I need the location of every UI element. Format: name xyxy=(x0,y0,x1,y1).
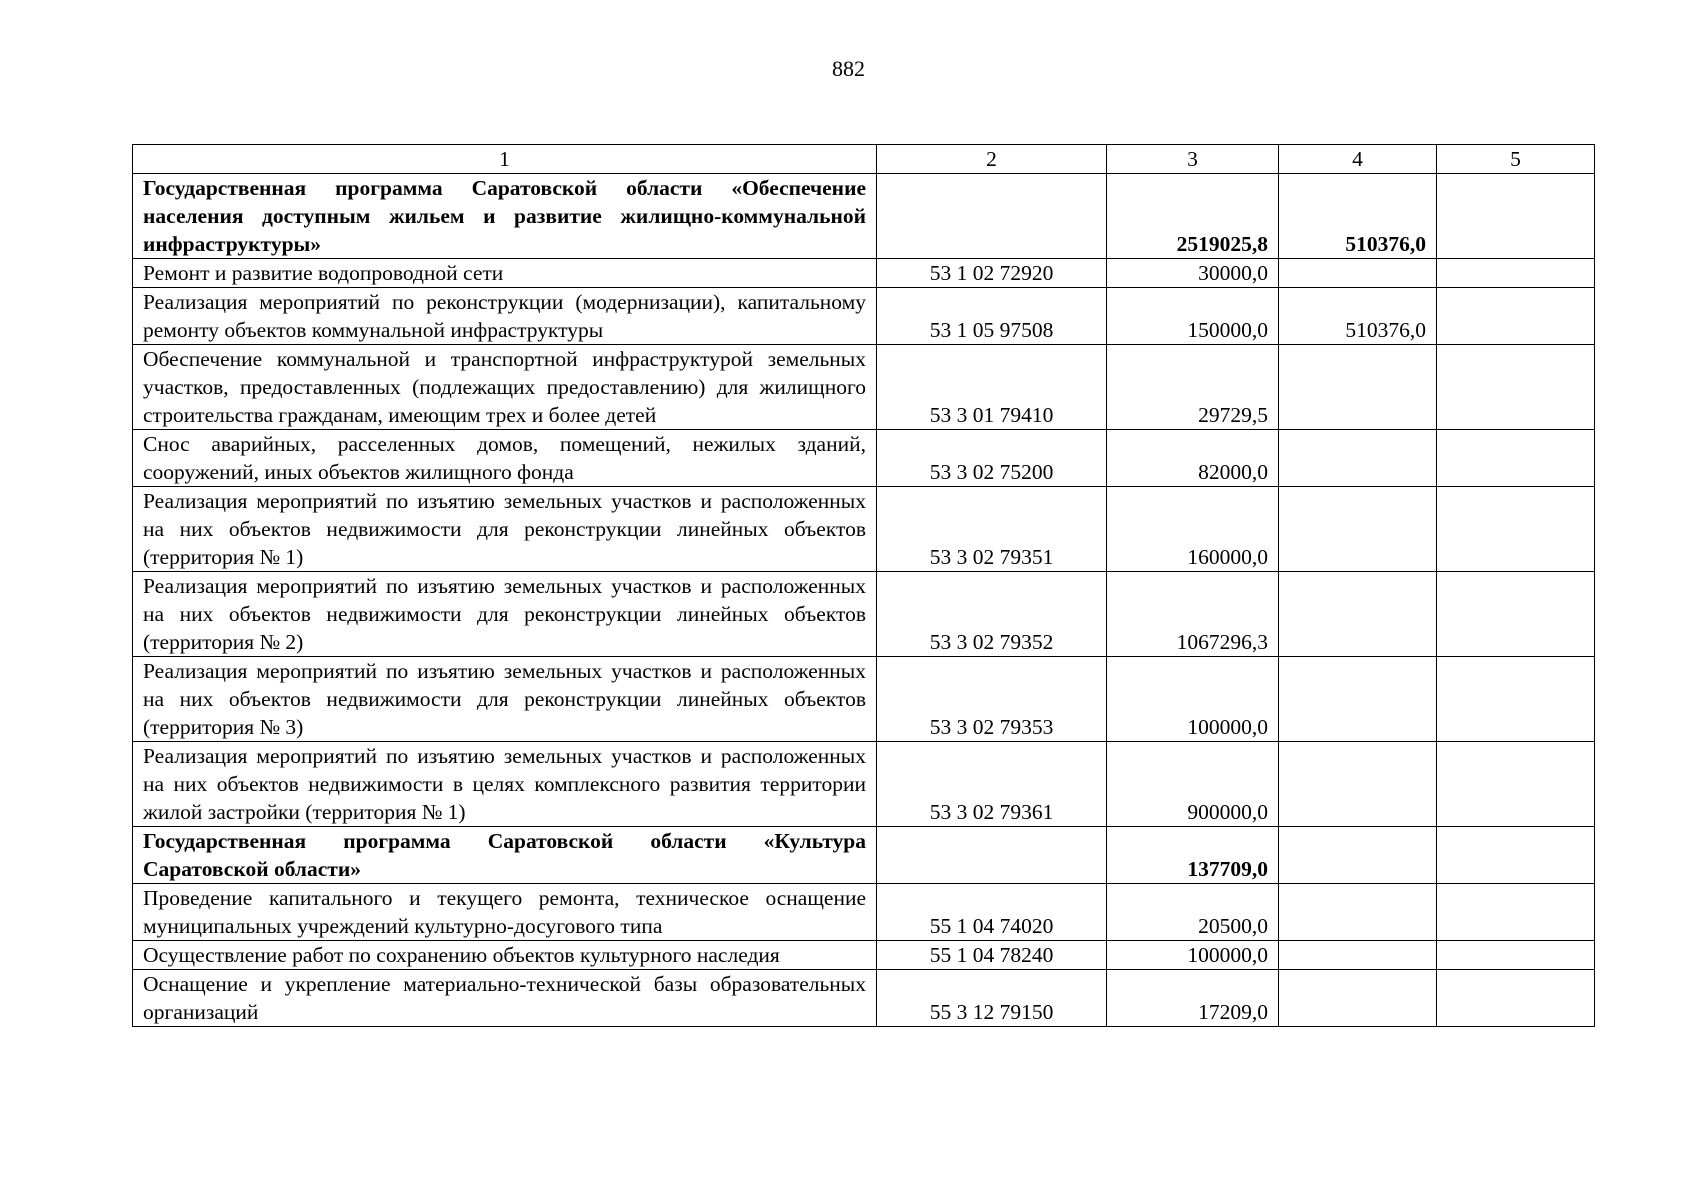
header-row xyxy=(133,145,1595,174)
table-row xyxy=(133,970,1595,1027)
item-code xyxy=(877,827,1107,884)
table-row xyxy=(133,430,1595,487)
item-amount-col5 xyxy=(1437,430,1595,487)
item-code: 53 1 02 72920 xyxy=(877,259,1107,288)
table-header xyxy=(133,145,1595,174)
item-code: 53 3 02 75200 xyxy=(877,430,1107,487)
header-cell-5: 5 xyxy=(1437,145,1595,174)
item-amount-col4: 510376,0 xyxy=(1279,288,1437,345)
header-cell-3: 3 xyxy=(1107,145,1279,174)
item-name: Ремонт и развитие водопроводной сети xyxy=(133,259,877,288)
item-name: Реализация мероприятий по изъятию земельных участков и расположенных на них объектов недвижимости для реконструкции линейных объектов (территория № 3) xyxy=(133,657,877,742)
item-amount-col4 xyxy=(1279,827,1437,884)
item-amount-col5 xyxy=(1437,345,1595,430)
item-amount-col3: 20500,0 xyxy=(1107,884,1279,941)
item-amount-col4 xyxy=(1279,742,1437,827)
table-row xyxy=(133,657,1595,742)
item-code: 53 3 02 79352 xyxy=(877,572,1107,657)
item-amount-col3: 100000,0 xyxy=(1107,657,1279,742)
item-amount-col4 xyxy=(1279,345,1437,430)
item-amount-col5 xyxy=(1437,742,1595,827)
item-name: Оснащение и укрепление материально-технической базы образовательных организаций xyxy=(133,970,877,1027)
item-amount-col5 xyxy=(1437,572,1595,657)
table-row xyxy=(133,487,1595,572)
item-name: Государственная программа Саратовской области «Обеспечение населения доступным жильем и развитие жилищно-коммунальной инфраструктуры» xyxy=(133,174,877,259)
table-row xyxy=(133,345,1595,430)
item-amount-col3: 160000,0 xyxy=(1107,487,1279,572)
item-amount-col5 xyxy=(1437,288,1595,345)
item-code: 53 3 02 79361 xyxy=(877,742,1107,827)
table-row xyxy=(133,742,1595,827)
item-code: 55 1 04 74020 xyxy=(877,884,1107,941)
item-name: Реализация мероприятий по реконструкции (модернизации), капитальному ремонту объектов коммунальной инфраструктуры xyxy=(133,288,877,345)
header-cell-2: 2 xyxy=(877,145,1107,174)
item-amount-col3: 17209,0 xyxy=(1107,970,1279,1027)
item-amount-col5 xyxy=(1437,970,1595,1027)
item-code: 53 1 05 97508 xyxy=(877,288,1107,345)
item-amount-col4: 510376,0 xyxy=(1279,174,1437,259)
item-amount-col5 xyxy=(1437,487,1595,572)
item-amount-col3: 2519025,8 xyxy=(1107,174,1279,259)
item-amount-col3: 30000,0 xyxy=(1107,259,1279,288)
item-amount-col5 xyxy=(1437,941,1595,970)
table-row xyxy=(133,941,1595,970)
item-amount-col3: 1067296,3 xyxy=(1107,572,1279,657)
table-row xyxy=(133,288,1595,345)
item-amount-col3: 900000,0 xyxy=(1107,742,1279,827)
item-amount-col5 xyxy=(1437,827,1595,884)
budget-table xyxy=(132,144,1595,1027)
item-amount-col4 xyxy=(1279,487,1437,572)
item-amount-col5 xyxy=(1437,884,1595,941)
item-amount-col4 xyxy=(1279,572,1437,657)
item-code: 53 3 02 79353 xyxy=(877,657,1107,742)
item-amount-col3: 137709,0 xyxy=(1107,827,1279,884)
header-cell-1: 1 xyxy=(133,145,877,174)
item-name: Проведение капитального и текущего ремонта, техническое оснащение муниципальных учреждений культурно-досугового типа xyxy=(133,884,877,941)
item-amount-col5 xyxy=(1437,174,1595,259)
program-total-row xyxy=(133,174,1595,259)
item-amount-col3: 82000,0 xyxy=(1107,430,1279,487)
item-name: Осуществление работ по сохранению объектов культурного наследия xyxy=(133,941,877,970)
item-name: Реализация мероприятий по изъятию земельных участков и расположенных на них объектов недвижимости для реконструкции линейных объектов (территория № 2) xyxy=(133,572,877,657)
table-row xyxy=(133,572,1595,657)
table-row xyxy=(133,884,1595,941)
item-amount-col3: 150000,0 xyxy=(1107,288,1279,345)
item-code: 53 3 01 79410 xyxy=(877,345,1107,430)
item-amount-col4 xyxy=(1279,430,1437,487)
item-amount-col4 xyxy=(1279,970,1437,1027)
item-amount-col5 xyxy=(1437,657,1595,742)
item-amount-col4 xyxy=(1279,884,1437,941)
header-cell-4: 4 xyxy=(1279,145,1437,174)
item-amount-col5 xyxy=(1437,259,1595,288)
item-name: Обеспечение коммунальной и транспортной инфраструктурой земельных участков, предоставленных (подлежащих предоставлению) для жилищного строительства гражданам, имеющим трех и более детей xyxy=(133,345,877,430)
page-number: 882 xyxy=(832,56,865,81)
program-total-row xyxy=(133,827,1595,884)
item-name: Реализация мероприятий по изъятию земельных участков и расположенных на них объектов недвижимости в целях комплексного развития территории жилой застройки (территория № 1) xyxy=(133,742,877,827)
item-code: 53 3 02 79351 xyxy=(877,487,1107,572)
item-code: 55 1 04 78240 xyxy=(877,941,1107,970)
table-row xyxy=(133,259,1595,288)
item-name: Реализация мероприятий по изъятию земельных участков и расположенных на них объектов недвижимости для реконструкции линейных объектов (территория № 1) xyxy=(133,487,877,572)
item-name: Государственная программа Саратовской области «Культура Саратовской области» xyxy=(133,827,877,884)
item-amount-col3: 100000,0 xyxy=(1107,941,1279,970)
item-amount-col3: 29729,5 xyxy=(1107,345,1279,430)
item-amount-col4 xyxy=(1279,941,1437,970)
table-body xyxy=(133,174,1595,1027)
item-amount-col4 xyxy=(1279,657,1437,742)
item-name: Снос аварийных, расселенных домов, помещений, нежилых зданий, сооружений, иных объектов жилищного фонда xyxy=(133,430,877,487)
item-code: 55 3 12 79150 xyxy=(877,970,1107,1027)
item-code xyxy=(877,174,1107,259)
item-amount-col4 xyxy=(1279,259,1437,288)
